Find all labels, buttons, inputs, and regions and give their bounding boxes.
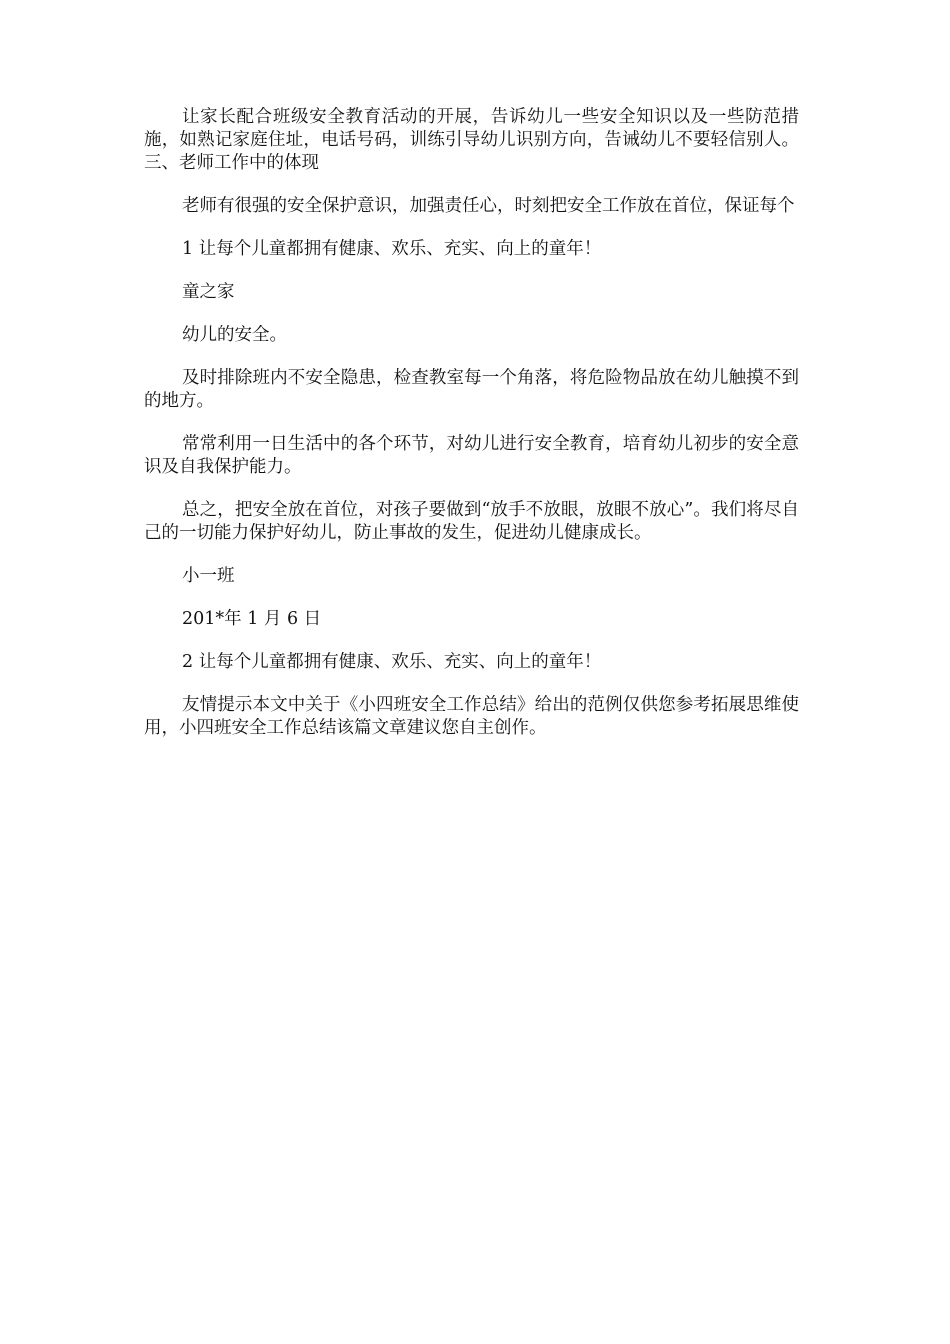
paragraph-teacher-awareness: 老师有很强的安全保护意识，加强责任心，时刻把安全工作放在首位，保证每个 [182, 196, 795, 216]
paragraph-daily-education: 常常利用一日生活中的各个环节，对幼儿进行安全教育，培育幼儿初步的安全意识及自我保护能力。 [144, 434, 799, 477]
paragraph-slogan-1: 1 让每个儿童都拥有健康、欢乐、充实、向上的童年！ [182, 239, 602, 259]
paragraph-conclusion: 总之，把安全放在首位，对孩子要做到“放手不放眼，放眼不放心”。我们将尽自己的一切能力保护好幼儿，防止事故的发生，促进幼儿健康成长。 [144, 500, 799, 543]
document-body [144, 106, 799, 760]
paragraph-parent-cooperation: 让家长配合班级安全教育活动的开展，告诉幼儿一些安全知识以及一些防范措施，如熟记家庭住址，电话号码，训练引导幼儿识别方向，告诫幼儿不要轻信别人。三、老师工作中的体现 [144, 107, 799, 173]
paragraph-date: 201*年 1 月 6 日 [182, 609, 322, 629]
paragraph-friendly-reminder: 友情提示本文中关于《小四班安全工作总结》给出的范例仅供您参考拓展思维使用，小四班安全工作总结该篇文章建议您自主创作。 [144, 695, 799, 738]
paragraph-child-safety: 幼儿的安全。 [182, 325, 287, 345]
paragraph-remove-hazards: 及时排除班内不安全隐患，检查教室每一个角落，将危险物品放在幼儿触摸不到的地方。 [144, 368, 799, 411]
paragraph-slogan-2: 2 让每个儿童都拥有健康、欢乐、充实、向上的童年！ [182, 652, 602, 672]
paragraph-class-signature: 小一班 [182, 566, 235, 586]
paragraph-tongzhijia: 童之家 [182, 282, 235, 302]
